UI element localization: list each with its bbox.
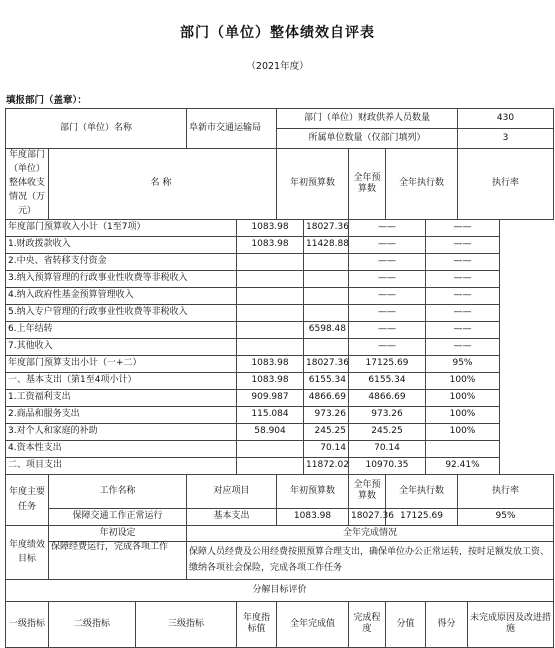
- income-expense-side-label: 年度部门（单位）整体收支情况（万元）: [6, 149, 49, 220]
- row-initial-budget: [237, 270, 304, 287]
- row-execution-rate: ——: [426, 338, 500, 355]
- header-execution: 全年执行数: [386, 149, 458, 220]
- row-initial-budget: 1083.98: [237, 219, 304, 236]
- row-execution-rate: 92.41%: [426, 457, 500, 474]
- header-weight: 分值: [386, 601, 426, 647]
- row-full-budget: [304, 338, 349, 355]
- row-execution-rate: 100%: [426, 372, 500, 389]
- row-initial-budget: [237, 287, 304, 304]
- table-row: [6, 372, 554, 389]
- row-execution-rate: ——: [426, 321, 500, 338]
- table-row: [6, 270, 554, 287]
- row-initial-budget: [237, 321, 304, 338]
- row-name: 2.中央、省转移支付资金: [6, 253, 237, 270]
- row-execution-rate: [426, 440, 500, 457]
- header-initial-budget-2: 年初预算数: [277, 474, 349, 508]
- row-full-budget: 6155.34: [304, 372, 349, 389]
- row-execution-rate: 100%: [426, 389, 500, 406]
- header-execution-2: 全年执行数: [386, 474, 458, 508]
- row-name: 1.工资福利支出: [6, 389, 237, 406]
- report-year: （2021年度）: [246, 61, 309, 72]
- table-row: [6, 457, 554, 474]
- row-execution-rate: ——: [426, 304, 500, 321]
- header-work-name: 工作名称: [49, 474, 187, 508]
- target-evaluation-title: 分解目标评价: [6, 579, 554, 601]
- row-execution-rate: ——: [426, 219, 500, 236]
- row-full-budget: [304, 304, 349, 321]
- table-row: [6, 338, 554, 355]
- row-initial-budget: 1083.98: [237, 355, 304, 372]
- header-level2-indicator: 二级指标: [49, 601, 136, 647]
- header-annual-completion: 全年完成情况: [187, 525, 554, 541]
- row-name: 年度部门预算收入小计（1至7项）: [6, 219, 237, 236]
- performance-goal-side-label: 年度绩效目标: [6, 525, 49, 579]
- row-full-budget: 18027.36: [304, 355, 349, 372]
- row-initial-budget: [237, 253, 304, 270]
- row-execution: ——: [349, 287, 426, 304]
- row-execution-rate: ——: [426, 287, 500, 304]
- row-execution-rate: 100%: [426, 406, 500, 423]
- row-name: 一、基本支出（第1至4项小计）: [6, 372, 237, 389]
- row-initial-budget: 1083.98: [237, 372, 304, 389]
- row-execution: 10970.35: [349, 457, 426, 474]
- sub-unit-count-label: 所属单位数量（仅部门填列）: [277, 129, 458, 149]
- header-name: 名称: [49, 149, 277, 220]
- evaluation-table: [5, 108, 554, 648]
- table-row: [6, 440, 554, 457]
- table-row: [6, 321, 554, 338]
- row-full-budget: [304, 287, 349, 304]
- row-full-budget: 70.14: [304, 440, 349, 457]
- row-name: 二、项目支出: [6, 457, 237, 474]
- row-execution: ——: [349, 236, 426, 253]
- task-full-budget: 18027.36: [349, 508, 386, 525]
- row-execution-rate: ——: [426, 253, 500, 270]
- table-row: [6, 355, 554, 372]
- unit-name-value: 阜新市交通运输局: [187, 109, 277, 149]
- main-tasks-side-label: 年度主要任务: [6, 474, 49, 525]
- task-execution-rate: 95%: [458, 508, 554, 525]
- table-row: [6, 287, 554, 304]
- row-execution: 973.26: [349, 406, 426, 423]
- row-execution: 4866.69: [349, 389, 426, 406]
- row-initial-budget: [237, 304, 304, 321]
- row-execution-rate: 95%: [426, 355, 500, 372]
- row-name: 1.财政拨款收入: [6, 236, 237, 253]
- task-initial-budget: 1083.98: [277, 508, 349, 525]
- header-initial-budget: 年初预算数: [277, 149, 349, 220]
- unit-name-label: 部门（单位）名称: [6, 109, 187, 149]
- row-execution: 17125.69: [349, 355, 426, 372]
- row-full-budget: 973.26: [304, 406, 349, 423]
- row-full-budget: 18027.36: [304, 219, 349, 236]
- row-initial-budget: [237, 457, 304, 474]
- sub-unit-count-value: 3: [458, 129, 554, 149]
- header-execution-rate: 执行率: [458, 149, 554, 220]
- row-name: 7.其他收入: [6, 338, 237, 355]
- table-row: [6, 423, 554, 440]
- table-row: [6, 304, 554, 321]
- income-expense-rows: [6, 219, 554, 474]
- header-completed-value: 全年完成值: [277, 601, 349, 647]
- row-execution: ——: [349, 270, 426, 287]
- table-row: [6, 253, 554, 270]
- header-completion-degree: 完成程度: [349, 601, 386, 647]
- row-execution-rate: ——: [426, 236, 500, 253]
- header-reason-measures: 未完成原因及改进措施: [468, 601, 554, 647]
- row-execution: 6155.34: [349, 372, 426, 389]
- table-row: [6, 389, 554, 406]
- table-row: [6, 236, 554, 253]
- evaluation-sheet: [5, 108, 553, 638]
- row-name: 4.资本性支出: [6, 440, 237, 457]
- header-related-item: 对应项目: [187, 474, 277, 508]
- row-execution: ——: [349, 219, 426, 236]
- row-name: 3.纳入预算管理的行政事业性收费等非税收入: [6, 270, 237, 287]
- row-execution: 245.25: [349, 423, 426, 440]
- header-level3-indicator: 三级指标: [136, 601, 237, 647]
- row-execution-rate: ——: [426, 270, 500, 287]
- row-initial-budget: 58.904: [237, 423, 304, 440]
- row-name: 5.纳入专户管理的行政事业性收费等非税收入: [6, 304, 237, 321]
- table-row: [6, 219, 554, 236]
- staff-count-value: 430: [458, 109, 554, 129]
- annual-completion-text: 保障人员经费及公用经费按照预算合理支出，确保单位办公正常运转，按时足额发放工资、缴纳各项社会保险，完成各项工作任务: [187, 541, 554, 579]
- plan-setting-text: 保障经费运行，完成各项工作: [49, 541, 187, 579]
- row-full-budget: 11428.88: [304, 236, 349, 253]
- row-name: 4.纳入政府性基金预算管理收入: [6, 287, 237, 304]
- row-execution: ——: [349, 321, 426, 338]
- header-full-budget-2: 全年预算数: [349, 474, 386, 508]
- row-execution: ——: [349, 338, 426, 355]
- row-initial-budget: 115.084: [237, 406, 304, 423]
- header-level1-indicator: 一级指标: [6, 601, 49, 647]
- row-full-budget: [304, 270, 349, 287]
- row-name: 6.上年结转: [6, 321, 237, 338]
- row-full-budget: 4866.69: [304, 389, 349, 406]
- filing-department-label: 填报部门（盖章）：: [6, 95, 87, 106]
- page-title: 部门（单位）整体绩效自评表: [180, 25, 375, 41]
- row-initial-budget: [237, 338, 304, 355]
- row-execution: ——: [349, 253, 426, 270]
- row-name: 年度部门预算支出小计（一+二）: [6, 355, 237, 372]
- header-score: 得分: [426, 601, 468, 647]
- header-full-budget: 全年预算数: [349, 149, 386, 220]
- header-target-value: 年度指标值: [237, 601, 277, 647]
- staff-count-label: 部门（单位）财政供养人员数量: [277, 109, 458, 129]
- row-full-budget: 6598.48: [304, 321, 349, 338]
- row-full-budget: [304, 253, 349, 270]
- row-initial-budget: 1083.98: [237, 236, 304, 253]
- row-execution: 70.14: [349, 440, 426, 457]
- row-execution-rate: 100%: [426, 423, 500, 440]
- header-plan-setting: 年初设定: [49, 525, 187, 541]
- row-name: 3.对个人和家庭的补助: [6, 423, 237, 440]
- row-full-budget: 245.25: [304, 423, 349, 440]
- header-execution-rate-2: 执行率: [458, 474, 554, 508]
- task-execution: 17125.69: [386, 508, 458, 525]
- table-row: [6, 406, 554, 423]
- task-related-item: 基本支出: [187, 508, 277, 525]
- row-full-budget: 11872.02: [304, 457, 349, 474]
- row-initial-budget: 909.987: [237, 389, 304, 406]
- task-work-name: 保障交通工作正常运行: [49, 508, 187, 525]
- row-name: 2.商品和服务支出: [6, 406, 237, 423]
- row-initial-budget: [237, 440, 304, 457]
- row-execution: ——: [349, 304, 426, 321]
